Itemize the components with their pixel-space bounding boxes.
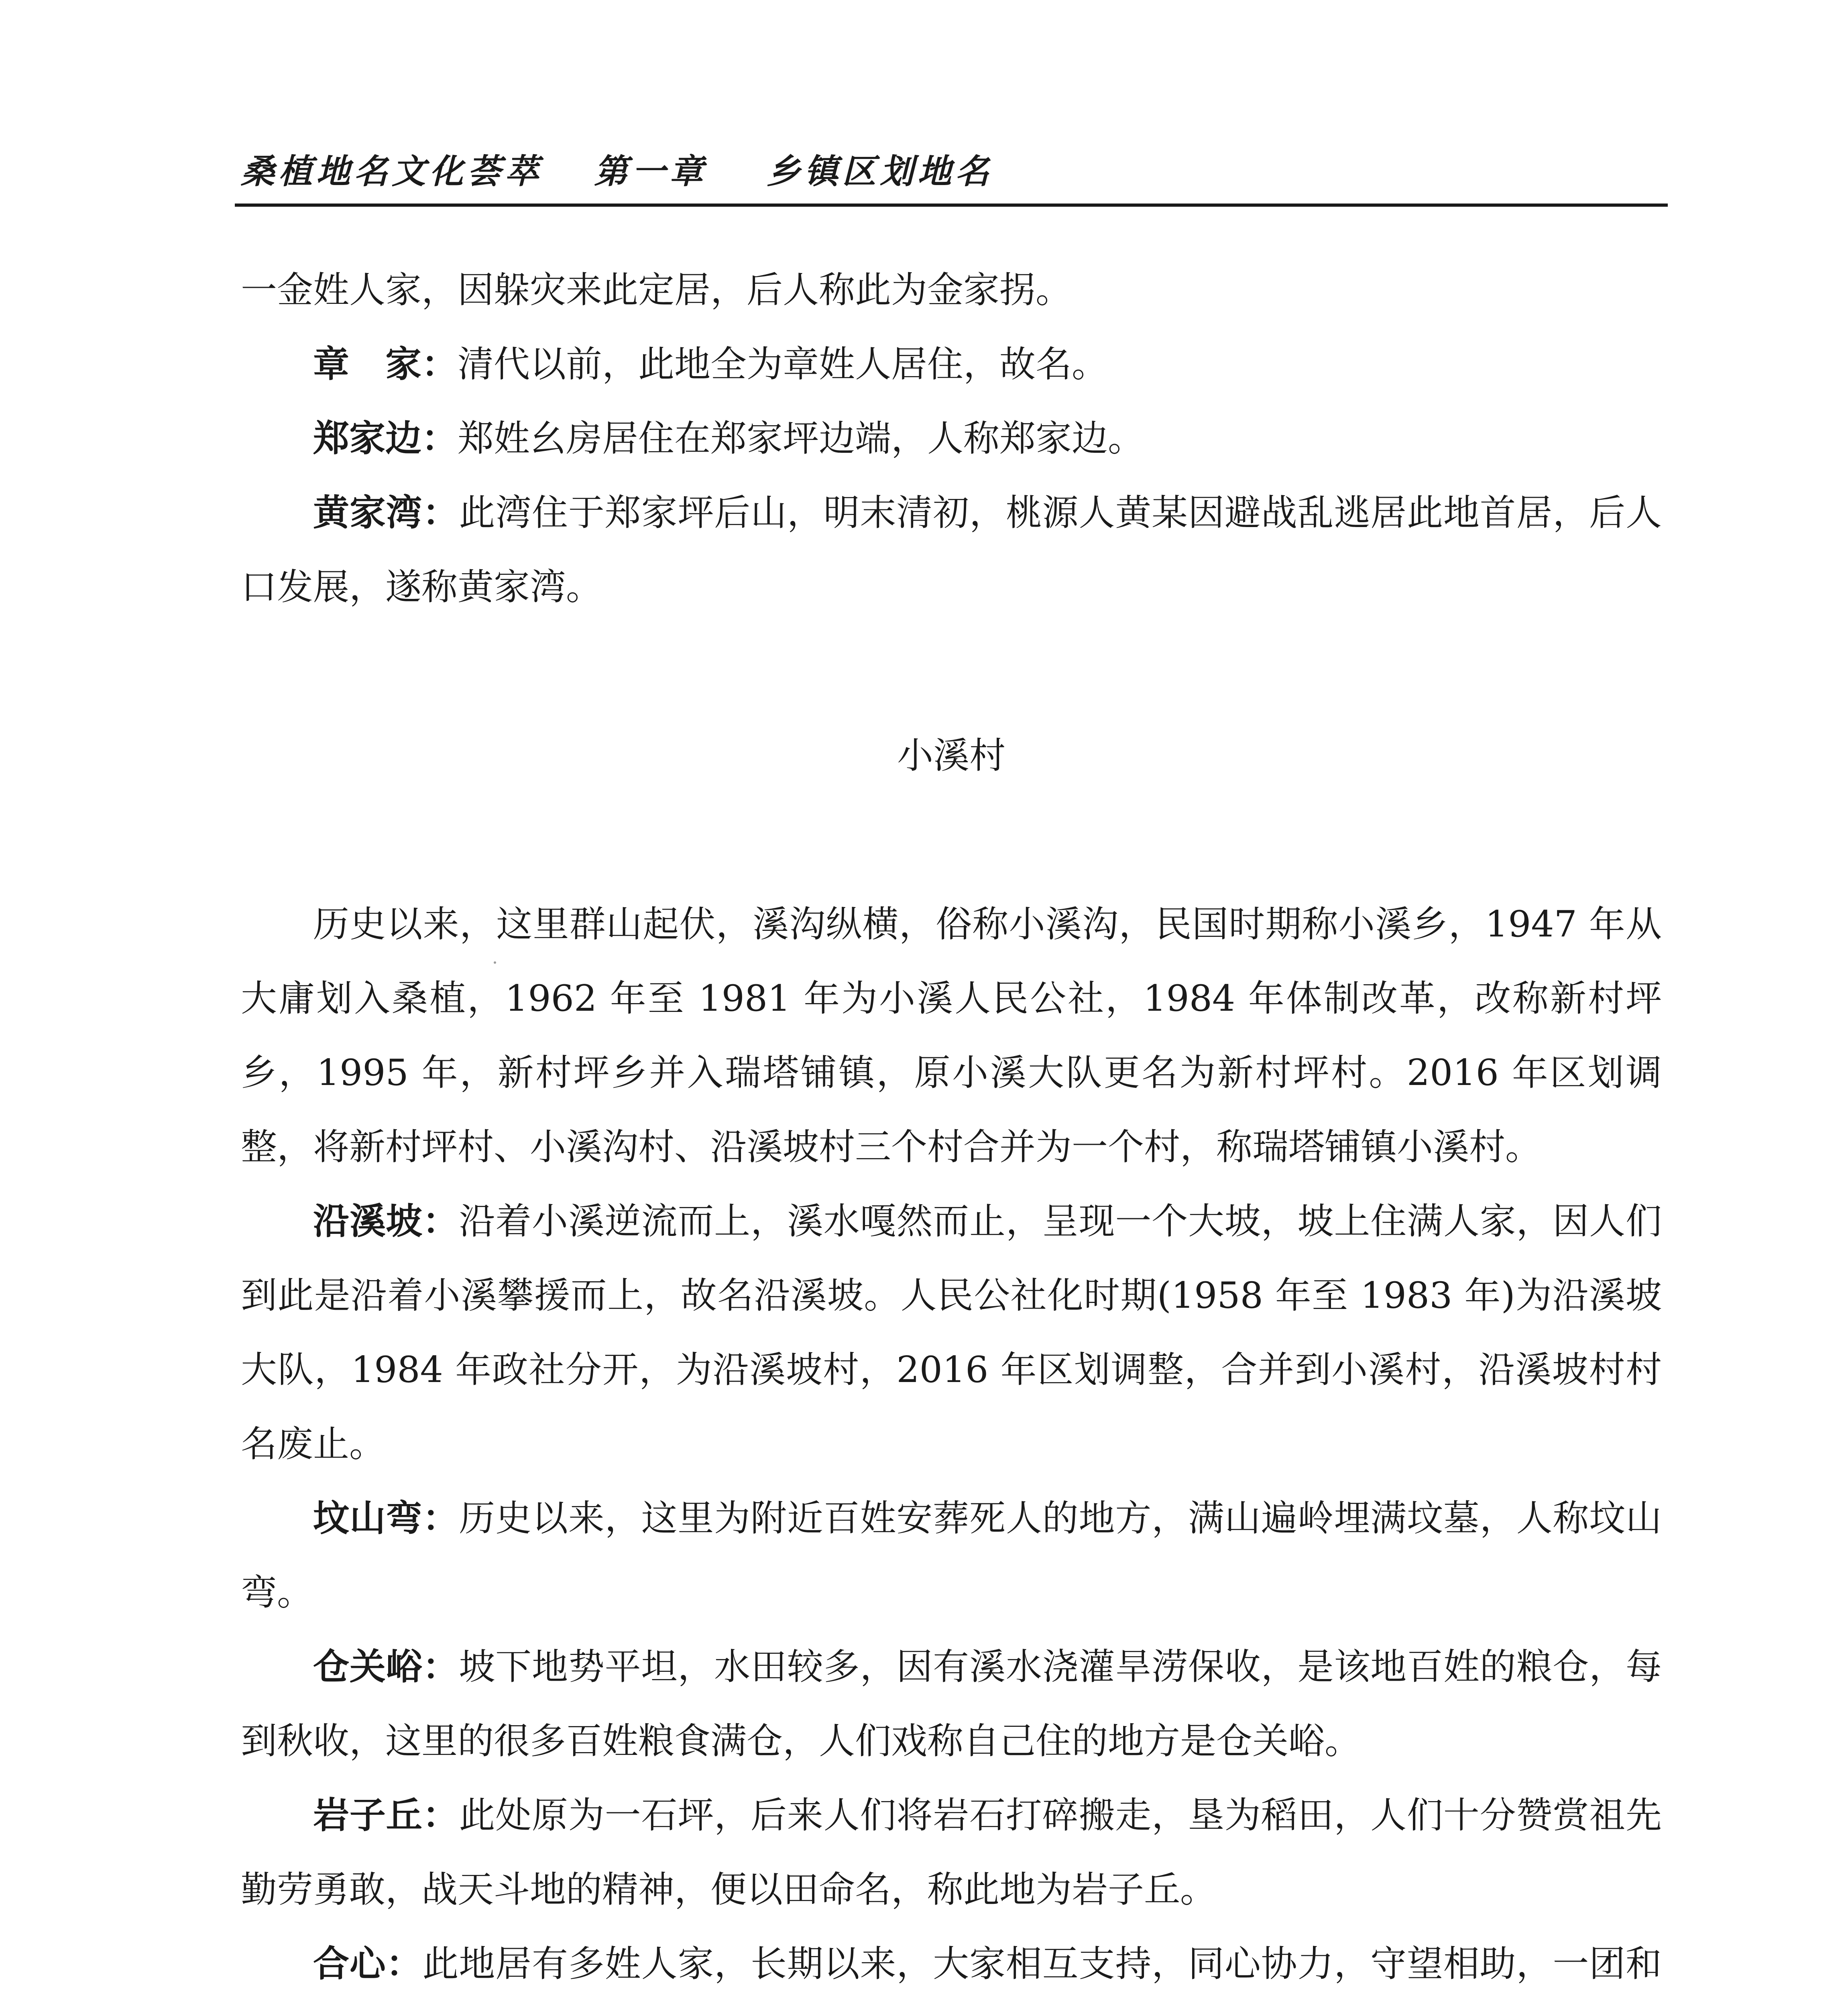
entry-text: 此湾住于郑家坪后山，明末清初，桃源人黄某因避战乱逃居此地首居，后人口发展，遂称黄家湾。 xyxy=(241,492,1662,608)
header-section: 乡镇区划地名 xyxy=(767,151,993,191)
entry-he-xin xyxy=(241,1927,1662,2007)
entry-huang-jia-wan xyxy=(241,476,1662,624)
entry-text: 此地居有多姓人家，长期以来，大家相互支持，同心协力，守望相助，一团和 xyxy=(422,1943,1662,1985)
header-chapter: 第一章 xyxy=(594,151,708,191)
entry-term: 黄家湾： xyxy=(313,491,459,534)
header-book-title: 桑植地名文化荟萃 xyxy=(241,151,543,191)
entry-zhang-jia xyxy=(241,327,1662,401)
entry-cang-guan-yu xyxy=(241,1630,1662,1778)
header-rule xyxy=(235,204,1668,207)
entry-term: 郑家边： xyxy=(313,417,458,460)
entry-term: 岩子丘： xyxy=(313,1794,459,1836)
running-header xyxy=(241,145,1646,197)
body-text xyxy=(241,253,1662,2007)
entry-term: 章 家： xyxy=(313,343,458,385)
entry-text: 此处原为一石坪，后来人们将岩石打碎搬走，垦为稻田，人们十分赞赏祖先勤劳勇敢，战天斗地的精神，便以田命名，称此地为岩子丘。 xyxy=(241,1794,1662,1911)
entry-term: 合心： xyxy=(313,1942,423,1985)
entry-term: 仓关峪： xyxy=(313,1645,459,1688)
section-title: 小溪村 xyxy=(897,735,1005,777)
entry-term: 沿溪坡： xyxy=(313,1200,459,1242)
section-intro: 历史以来，这里群山起伏，溪沟纵横，俗称小溪沟，民国时期称小溪乡，1947 年从大庸划入桑植，1962 年至 1981 年为小溪人民公社，1984 年体制改革，改称新村坪乡，1995 年，新村坪乡并入瑞塔铺镇，原小溪大队更名为新村坪村。2016 年区划调整，将新村坪村、小溪沟村、沿溪坡村三个村合并为一个村，称瑞塔铺镇小溪村。 xyxy=(241,903,1662,1168)
entry-zheng-jia-bian xyxy=(241,401,1662,476)
entry-term: 坟山弯： xyxy=(313,1497,459,1539)
entry-yan-xi-po xyxy=(241,1184,1662,1481)
entry-text: 坡下地势平坦，水田较多，因有溪水浇灌旱涝保收，是该地百姓的粮仓，每到秋收，这里的很多百姓粮食满仓，人们戏称自己住的地方是仓关峪。 xyxy=(241,1646,1662,1762)
entry-fen-shan-wan xyxy=(241,1481,1662,1630)
entry-text: 历史以来，这里为附近百姓安葬死人的地方，满山遍岭埋满坟墓，人称坟山弯。 xyxy=(241,1497,1662,1614)
entry-text: 沿着小溪逆流而上，溪水嘎然而止，呈现一个大坡，坡上住满人家，因人们到此是沿着小溪攀援而上，故名沿溪坡。人民公社化时期(1958 年至 1983 年)为沿溪坡大队，1984 年政社分开，为沿溪坡村，2016 年区划调整，合并到小溪村，沿溪坡村村名废止。 xyxy=(241,1200,1662,1465)
entry-yan-zi-qiu xyxy=(241,1778,1662,1927)
entry-text: 清代以前，此地全为章姓人居住，故名。 xyxy=(458,343,1108,385)
paragraph-continued: 一金姓人家，因躲灾来此定居，后人称此为金家拐。 xyxy=(241,269,1072,311)
scan-speck xyxy=(494,961,496,964)
entry-text: 郑姓幺房居住在郑家坪边端，人称郑家边。 xyxy=(458,417,1144,460)
